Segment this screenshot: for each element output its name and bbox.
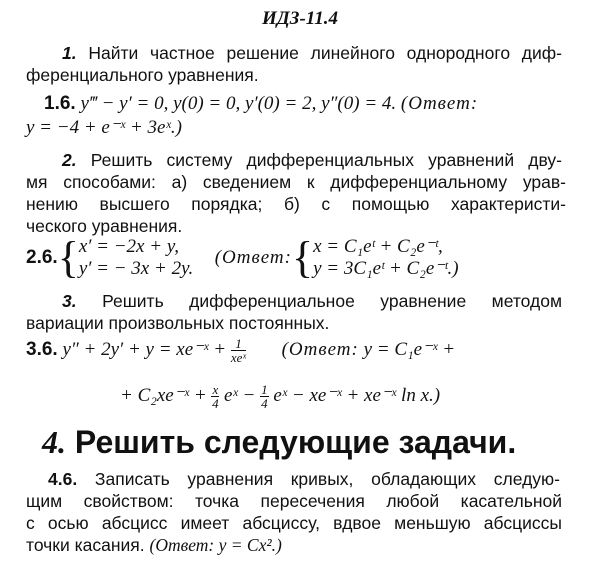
task4-heading [42, 424, 582, 461]
task2-number: 2. [62, 150, 77, 170]
task1-item-number: 1.6. [44, 93, 76, 114]
task3-frac-den: xeˣ [230, 350, 247, 365]
task1-line1 [62, 42, 562, 64]
task2-answer-eq1: x = C₁eᵗ + C₂e⁻ᵗ, [313, 236, 443, 257]
task3-fraction [231, 337, 246, 364]
task4-text4: точки касания. [26, 535, 145, 555]
task2-system [79, 236, 193, 280]
task1-answer-label: (Ответ: [400, 93, 479, 114]
task1-equation-line [44, 93, 584, 115]
task3-answer-frac1-num: x [212, 382, 219, 397]
task3-line1 [62, 290, 562, 312]
task1-text1: Найти частное решение линейного однородного диф- [88, 43, 562, 63]
answer-brace-icon: { [291, 233, 314, 282]
task1-line2: ференциального уравнения. [26, 65, 259, 85]
task3-equation: y″ + 2y′ + y = xe⁻ˣ + [62, 338, 227, 360]
task4-text1: Записать уравнения кривых, обладающих следую- [94, 469, 560, 489]
task3-answer-label: (Ответ: [281, 338, 359, 360]
task2-line1 [62, 149, 562, 171]
task4-line3: с осью абсцисс имеет абсциссу, вдвое меньшую абсциссы [26, 513, 562, 533]
task3-answer-frac1 [211, 383, 219, 410]
task4-heading-text: Решить следующие задачи. [74, 424, 517, 460]
task2-system-line [26, 233, 586, 288]
task3-text1: Решить дифференциальное уравнение методом [102, 291, 562, 311]
task2-answer-system [313, 236, 459, 280]
task2-system-eq1: x′ = −2x + y, [78, 236, 179, 257]
task3-answer-part2a: + C₂xe⁻ˣ + [120, 384, 207, 406]
task3-item-number: 3.6. [26, 338, 58, 360]
task3-number: 3. [62, 291, 77, 311]
task3-frac-num: 1 [231, 337, 246, 351]
task3-answer-frac2-den: 4 [261, 396, 268, 411]
task2-text1: Решить систему дифференциальных уравнений дву- [90, 150, 562, 170]
task3-answer-line [120, 383, 590, 417]
task3-answer-frac1-den: 4 [212, 396, 219, 411]
task1-answer: y = −4 + e⁻ˣ + 3eˣ.) [26, 117, 182, 138]
task3-equation-line [26, 337, 586, 371]
task4-number: 4. [42, 424, 66, 460]
task3-answer-part2c: eˣ − xe⁻ˣ + xe⁻ˣ ln x.) [273, 384, 441, 406]
task1-number: 1. [62, 43, 77, 63]
task4-answer: (Ответ: y = Cx².) [149, 535, 282, 555]
task2-line2: мя способами: а) сведением к дифференциальному урав- [26, 172, 566, 192]
left-brace-icon: { [57, 233, 79, 282]
task4-line1 [48, 468, 560, 490]
task3-line2: вариации произвольных постоянных. [26, 313, 330, 333]
task2-system-eq2: y′ = − 3x + 2y. [78, 258, 194, 279]
task2-answer-eq2: y = 3C₁eᵗ + C₂e⁻ᵗ.) [313, 258, 459, 279]
task3-answer-part1: y = C₁e⁻ˣ + [363, 338, 456, 360]
task3-answer-frac2-num: 1 [261, 382, 268, 397]
page-title: ИДЗ-11.4 [262, 8, 338, 29]
task2-answer-label: (Ответ: [214, 247, 292, 268]
task4-line2: щим свойством: точка пересечения любой касательной [26, 491, 562, 511]
task2-item-number: 2.6. [26, 247, 58, 268]
task3-answer-frac2 [260, 383, 269, 410]
task2-line3: нению высшего порядка; б) с помощью характеристи- [26, 194, 566, 214]
task4-line4 [26, 534, 562, 556]
task4-item-number: 4.6. [48, 469, 78, 489]
task3-answer-part2b: eˣ − [223, 384, 256, 406]
task1-equation: y‴ − y′ = 0, y(0) = 0, y′(0) = 2, y″(0) = 4. [80, 93, 397, 114]
task2-line4: ческого уравнения. [26, 216, 183, 236]
